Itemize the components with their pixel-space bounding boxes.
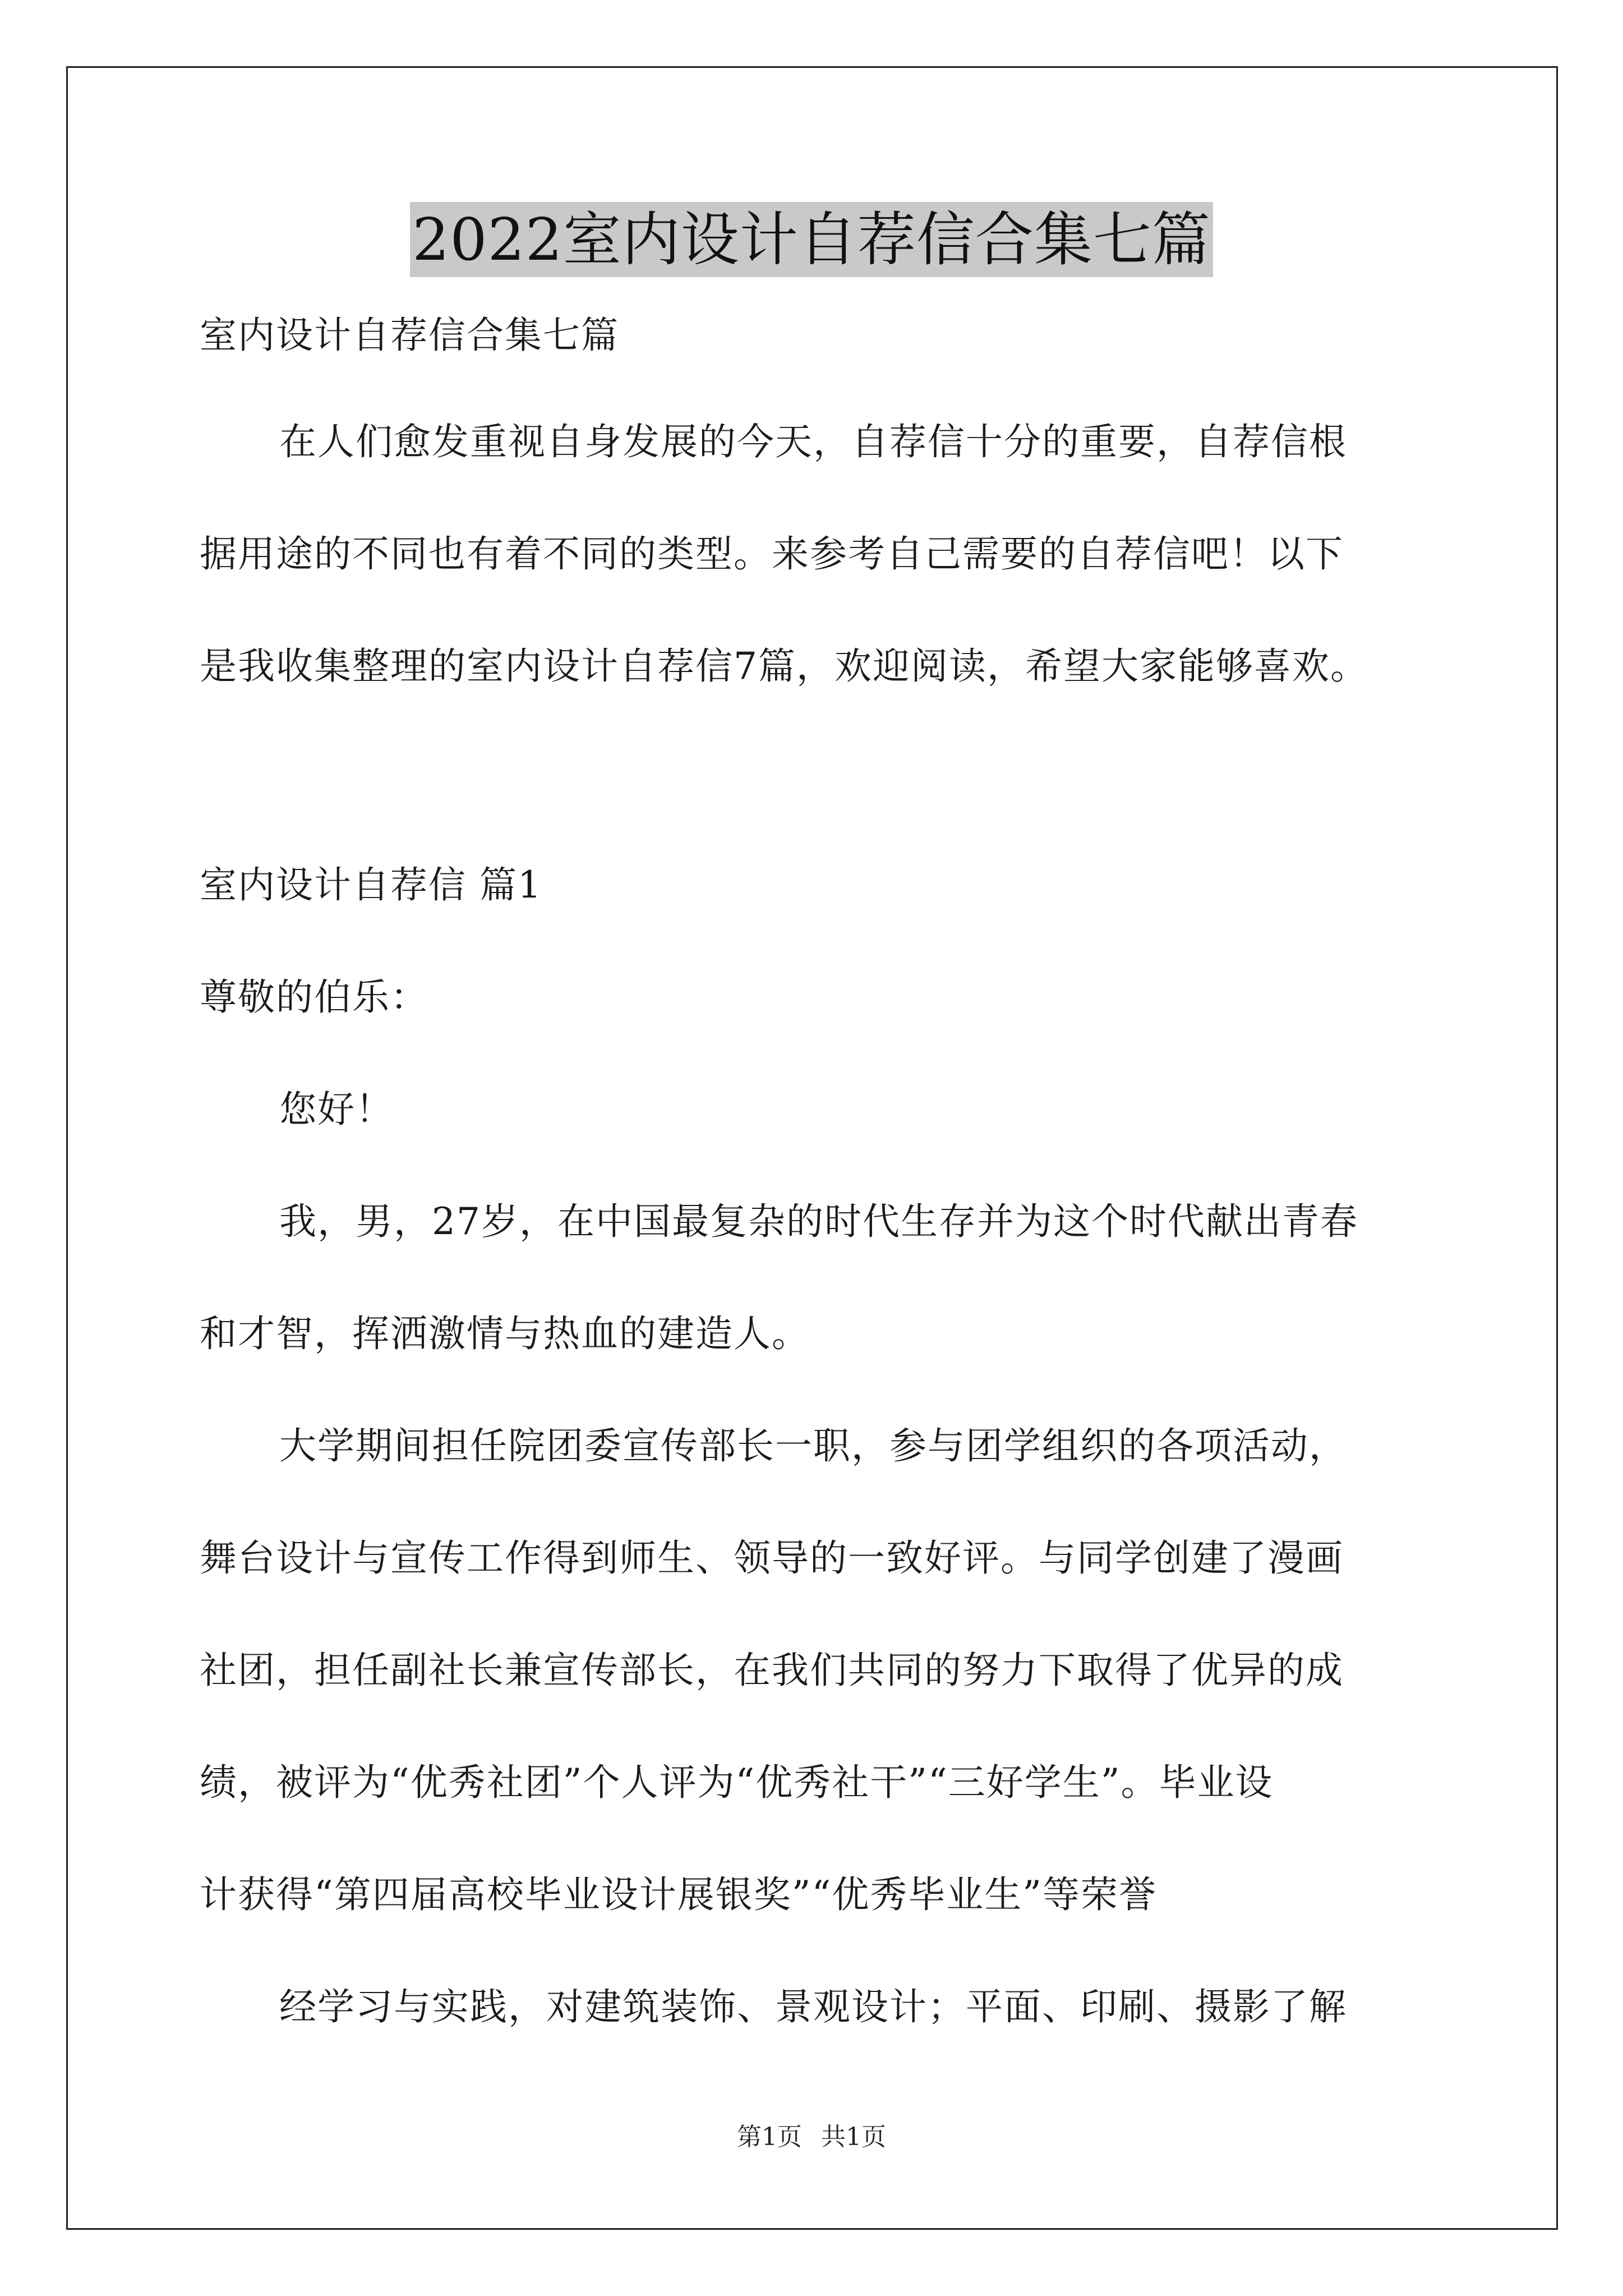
spacer <box>200 1811 1433 1867</box>
spacer <box>200 1250 1433 1306</box>
spacer <box>200 694 1433 857</box>
spacer <box>200 1474 1433 1530</box>
paragraph-line: 大学期间担任院团委宣传部长一职，参与团学组织的各项活动， <box>279 1424 1347 1467</box>
intro-line: 在人们愈发重视自身发展的今天，自荐信十分的重要，自荐信根 <box>279 420 1347 463</box>
intro-line: 是我收集整理的室内设计自荐信7篇，欢迎阅读，希望大家能够喜欢。 <box>200 645 1368 688</box>
spacer <box>200 1362 1433 1418</box>
page-number: 第1页 <box>737 2123 802 2151</box>
spacer <box>200 913 1433 969</box>
subtitle: 室内设计自荐信合集七篇 <box>200 314 619 357</box>
paragraph-line: 社团，担任副社长兼宣传部长，在我们共同的努力下取得了优异的成 <box>200 1649 1344 1692</box>
page-total: 共1页 <box>821 2123 886 2151</box>
section-heading: 室内设计自荐信 篇1 <box>200 863 542 907</box>
paragraph-line: 舞台设计与宣传工作得到师生、领导的一致好评。与同学创建了漫画 <box>200 1536 1344 1580</box>
spacer <box>200 1699 1433 1755</box>
greeting: 您好！ <box>279 1088 394 1131</box>
intro-line: 据用途的不同也有着不同的类型。来参考自己需要的自荐信吧！以下 <box>200 532 1344 576</box>
document-title: 2022室内设计自荐信合集七篇 <box>410 202 1213 277</box>
salutation: 尊敬的伯乐： <box>200 976 428 1019</box>
spacer <box>200 364 1433 414</box>
paragraph-line: 绩，被评为“优秀社团”个人评为“优秀社干”“三好学生”。毕业设 <box>200 1761 1274 1804</box>
spacer <box>200 582 1433 638</box>
paragraph-line: 和才智，挥洒激情与热血的建造人。 <box>200 1312 810 1355</box>
spacer <box>200 1586 1433 1642</box>
title-container <box>0 202 1623 277</box>
spacer <box>200 1025 1433 1082</box>
spacer <box>200 1923 1433 1979</box>
document-body <box>200 307 1433 2035</box>
page-footer <box>0 2120 1623 2154</box>
paragraph-line: 经学习与实践，对建筑装饰、景观设计；平面、印刷、摄影了解 <box>279 1985 1347 2028</box>
spacer <box>200 1138 1433 1194</box>
paragraph-line: 我，男，27岁，在中国最复杂的时代生存并为这个时代献出青春 <box>279 1200 1358 1243</box>
paragraph-line: 计获得“第四届高校毕业设计展银奖”“优秀毕业生”等荣誉 <box>200 1873 1157 1916</box>
spacer <box>200 470 1433 526</box>
